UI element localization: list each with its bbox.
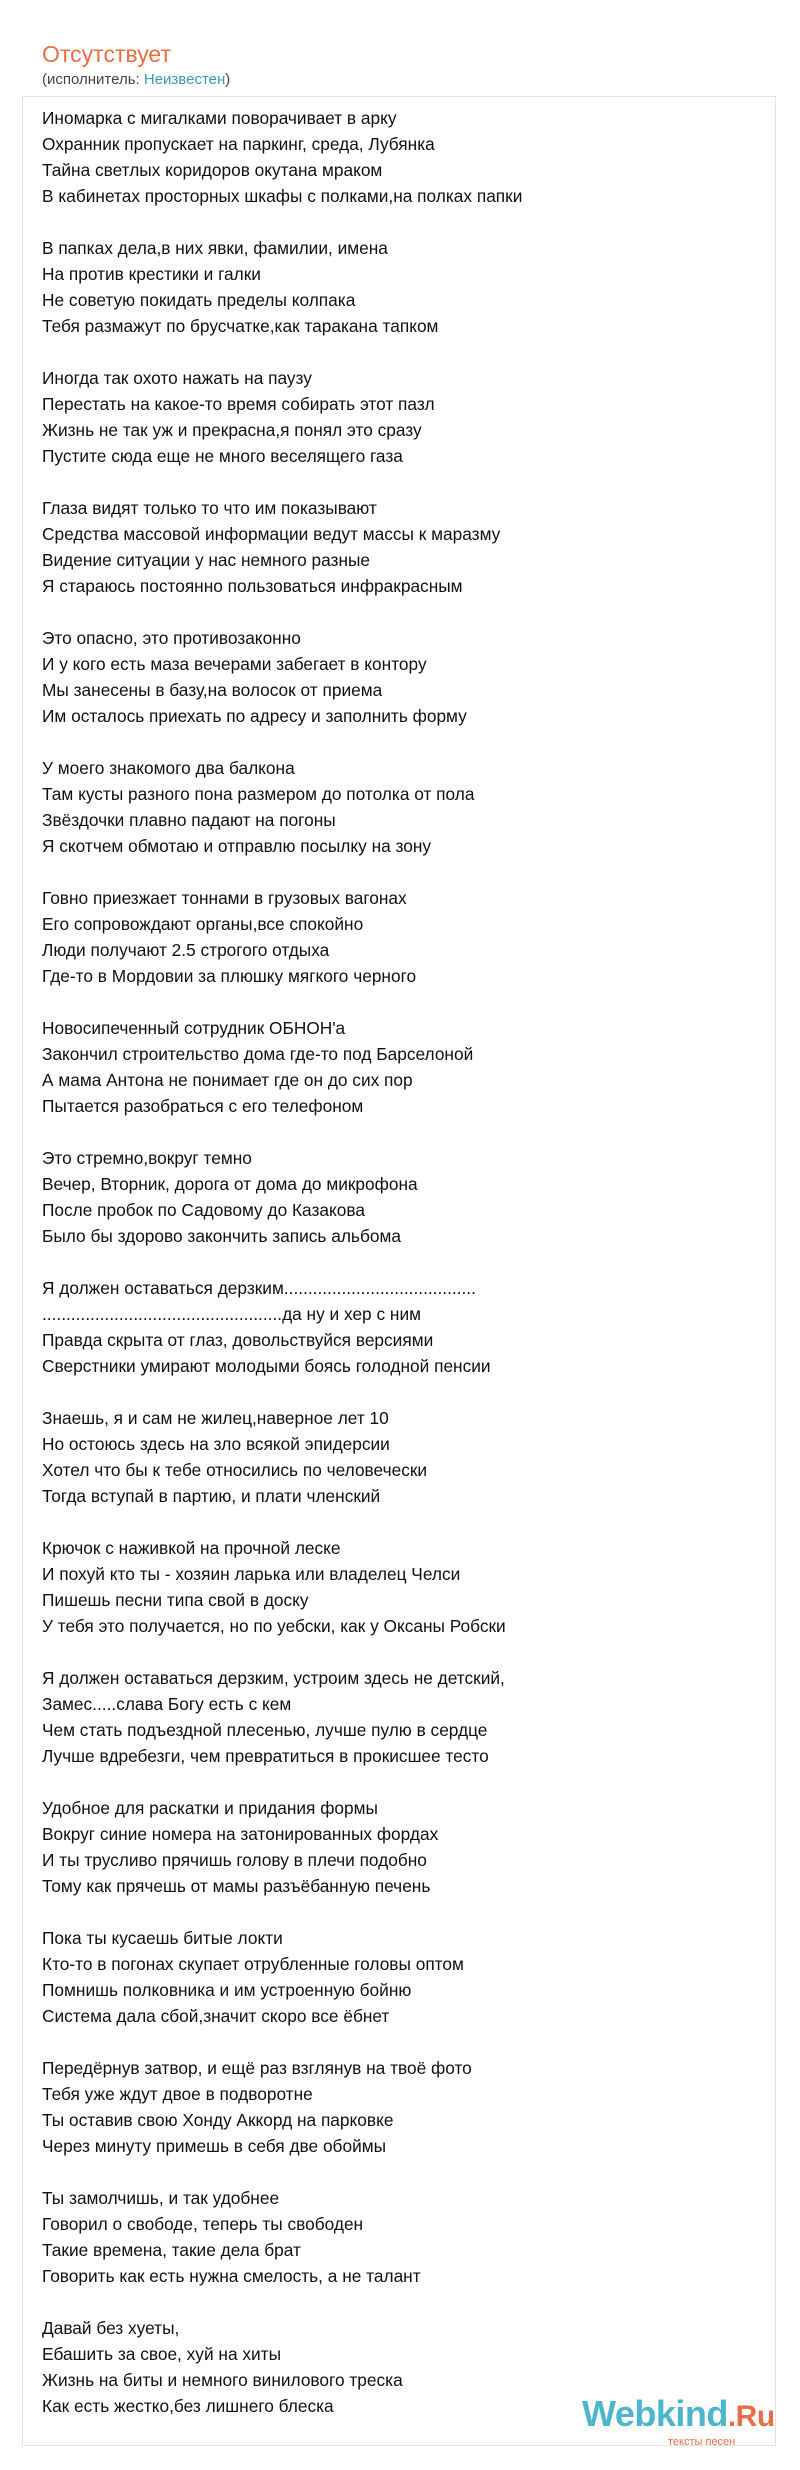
lyric-line: Пока ты кусаешь битые локти: [42, 1928, 283, 1948]
lyric-line: Это стремно,вокруг темно: [42, 1148, 252, 1168]
lyric-line: Новосипеченный сотрудник ОБНОН'а: [42, 1018, 346, 1038]
lyric-line: Ебашить за свое, хуй на хиты: [42, 2344, 281, 2364]
lyric-line: Говно приезжает тоннами в грузовых вагонах: [42, 888, 407, 908]
lyric-line: Пишешь песни типа свой в доску: [42, 1590, 309, 1610]
lyrics-stanza: [42, 885, 765, 989]
logo-tagline: тексты песен: [668, 2436, 736, 2448]
lyric-line: Помнишь полковника и им устроенную бойню: [42, 1980, 412, 2000]
artist-prefix: (исполнитель:: [42, 71, 144, 88]
logo-name: Webkind: [582, 2393, 728, 2434]
lyric-line: Замес.....слава Богу есть с кем: [42, 1694, 292, 1714]
lyric-line: Не советую покидать пределы колпака: [42, 290, 356, 310]
lyric-line: Знаешь, я и сам не жилец,наверное лет 10: [42, 1408, 389, 1428]
lyric-line: Вокруг синие номера на затонированных фордах: [42, 1824, 439, 1844]
lyric-line: А мама Антона не понимает где он до сих пор: [42, 1070, 413, 1090]
lyric-line: После пробок по Садовому до Казакова: [42, 1200, 365, 1220]
lyric-line: Им осталось приехать по адресу и заполнить форму: [42, 706, 467, 726]
lyric-line: И у кого есть маза вечерами забегает в контору: [42, 654, 427, 674]
artist-suffix: ): [225, 71, 231, 88]
song-title: Отсутствует: [42, 41, 171, 67]
lyric-line: И похуй кто ты - хозяин ларька или владелец Челси: [42, 1564, 461, 1584]
lyric-line: ..................................................да ну и хер с ним: [42, 1304, 421, 1324]
lyric-line: Я должен оставаться дерзким........................................: [42, 1278, 476, 1298]
lyrics-stanza: [42, 1795, 765, 1899]
lyric-line: Средства массовой информации ведут массы к маразму: [42, 524, 501, 544]
lyric-line: Чем стать подъездной плесенью, лучше пулю в сердце: [42, 1720, 488, 1740]
lyric-line: Ты оставив свою Хонду Аккорд на парковке: [42, 2110, 394, 2130]
lyric-line: Лучше вдребезги, чем превратиться в прокисшее тесто: [42, 1746, 489, 1766]
lyrics-stanza: [42, 1015, 765, 1119]
lyrics-stanza: [42, 1535, 765, 1639]
lyric-line: В папках дела,в них явки, фамилии, имена: [42, 238, 388, 258]
lyric-line: Это опасно, это противозаконно: [42, 628, 301, 648]
lyrics-stanza: [42, 235, 765, 339]
lyric-line: Пустите сюда еще не много веселящего газа: [42, 446, 403, 466]
lyric-line: Тому как прячешь от мамы разъёбанную печень: [42, 1876, 431, 1896]
lyric-line: Давай без хуеты,: [42, 2318, 180, 2338]
lyrics-stanza: [42, 495, 765, 599]
artist-link[interactable]: Неизвестен: [143, 71, 226, 88]
lyric-line: Ты замолчишь, и так удобнее: [42, 2188, 280, 2208]
lyrics-stanza: [42, 1145, 765, 1249]
lyrics-stanza: [42, 1405, 765, 1509]
lyrics-stanza: [42, 1665, 765, 1769]
lyric-line: Говорить как есть нужна смелость, а не талант: [42, 2266, 421, 2286]
lyric-line: Крючок с наживкой на прочной леске: [42, 1538, 341, 1558]
lyric-line: Пытается разобраться с его телефоном: [42, 1096, 364, 1116]
lyric-line: Охранник пропускает на паркинг, среда, Лубянка: [42, 134, 435, 154]
lyric-line: Как есть жестко,без лишнего блеска: [42, 2396, 334, 2416]
lyric-line: В кабинетах просторных шкафы с полками,на полках папки: [42, 186, 523, 206]
lyric-line: Тайна светлых коридоров окутана мраком: [42, 160, 383, 180]
lyrics-panel: [22, 96, 776, 2446]
lyric-line: Хотел что бы к тебе относились по человечески: [42, 1460, 428, 1480]
lyric-line: Звёздочки плавно падают на погоны: [42, 810, 336, 830]
lyric-line: Иномарка с мигалками поворачивает в арку: [42, 108, 397, 128]
lyric-line: Кто-то в погонах скупает отрубленные головы оптом: [42, 1954, 464, 1974]
lyric-line: Тебя уже ждут двое в подворотне: [42, 2084, 313, 2104]
lyric-line: Жизнь на биты и немного винилового треска: [42, 2370, 403, 2390]
lyric-line: У моего знакомого два балкона: [42, 758, 295, 778]
lyric-line: Система дала сбой,значит скоро все ёбнет: [42, 2006, 390, 2026]
lyric-line: Через минуту примешь в себя две обоймы: [42, 2136, 387, 2156]
lyric-line: На против крестики и галки: [42, 264, 261, 284]
lyric-line: Правда скрыта от глаз, довольствуйся версиями: [42, 1330, 434, 1350]
lyrics-stanza: [42, 2055, 765, 2159]
lyric-line: Жизнь не так уж и прекрасна,я понял это сразу: [42, 420, 422, 440]
lyric-line: Тебя размажут по брусчатке,как таракана тапком: [42, 316, 439, 336]
lyric-line: Глаза видят только то что им показывают: [42, 498, 377, 518]
lyric-line: Где-то в Мордовии за плюшку мягкого черного: [42, 966, 417, 986]
lyrics-stanza: [42, 1925, 765, 2029]
lyric-line: Перестать на какое-то время собирать этот пазл: [42, 394, 435, 414]
lyrics-stanza: [42, 1275, 765, 1379]
lyric-line: Его сопровождают органы,все спокойно: [42, 914, 364, 934]
lyric-line: У тебя это получается, но по уебски, как у Оксаны Робски: [42, 1616, 506, 1636]
lyric-line: Тогда вступай в партию, и плати членский: [42, 1486, 381, 1506]
lyric-line: Передёрнув затвор, и ещё раз взглянув на твоё фото: [42, 2058, 472, 2078]
lyric-line: Удобное для раскатки и придания формы: [42, 1798, 378, 1818]
logo-tld: .Ru: [727, 2400, 775, 2433]
lyric-line: Закончил строительство дома где-то под Барселоной: [42, 1044, 474, 1064]
lyric-line: Вечер, Вторник, дорога от дома до микрофона: [42, 1174, 418, 1194]
webkind-logo[interactable]: [582, 2392, 782, 2452]
lyrics-stanza: [42, 625, 765, 729]
lyric-line: И ты трусливо прячишь голову в плечи подобно: [42, 1850, 427, 1870]
lyrics-stanza: [42, 365, 765, 469]
lyric-line: Я скотчем обмотаю и отправлю посылку на зону: [42, 836, 432, 856]
lyric-line: Люди получают 2.5 строгого отдыха: [42, 940, 330, 960]
lyric-line: Было бы здорово закончить запись альбома: [42, 1226, 401, 1246]
lyrics-text: [42, 105, 765, 2445]
lyric-line: Но остоюсь здесь на зло всякой эпидерсии: [42, 1434, 390, 1454]
lyric-line: Говорил о свободе, теперь ты свободен: [42, 2214, 364, 2234]
lyrics-stanza: [42, 105, 765, 209]
logo-wordmark: [582, 2392, 775, 2439]
lyric-line: Такие времена, такие дела брат: [42, 2240, 301, 2260]
lyrics-stanza: [42, 755, 765, 859]
lyric-line: Иногда так охото нажать на паузу: [42, 368, 312, 388]
lyric-line: Я должен оставаться дерзким, устроим здесь не детский,: [42, 1668, 505, 1688]
lyric-line: Там кусты разного пона размером до потолка от пола: [42, 784, 475, 804]
lyric-line: Видение ситуации у нас немного разные: [42, 550, 371, 570]
artist-line: [42, 70, 230, 90]
lyric-line: Мы занесены в базу,на волосок от приема: [42, 680, 383, 700]
lyric-line: Я стараюсь постоянно пользоваться инфракрасным: [42, 576, 463, 596]
lyric-line: Сверстники умирают молодыми боясь голодной пенсии: [42, 1356, 491, 1376]
lyrics-stanza: [42, 2185, 765, 2289]
